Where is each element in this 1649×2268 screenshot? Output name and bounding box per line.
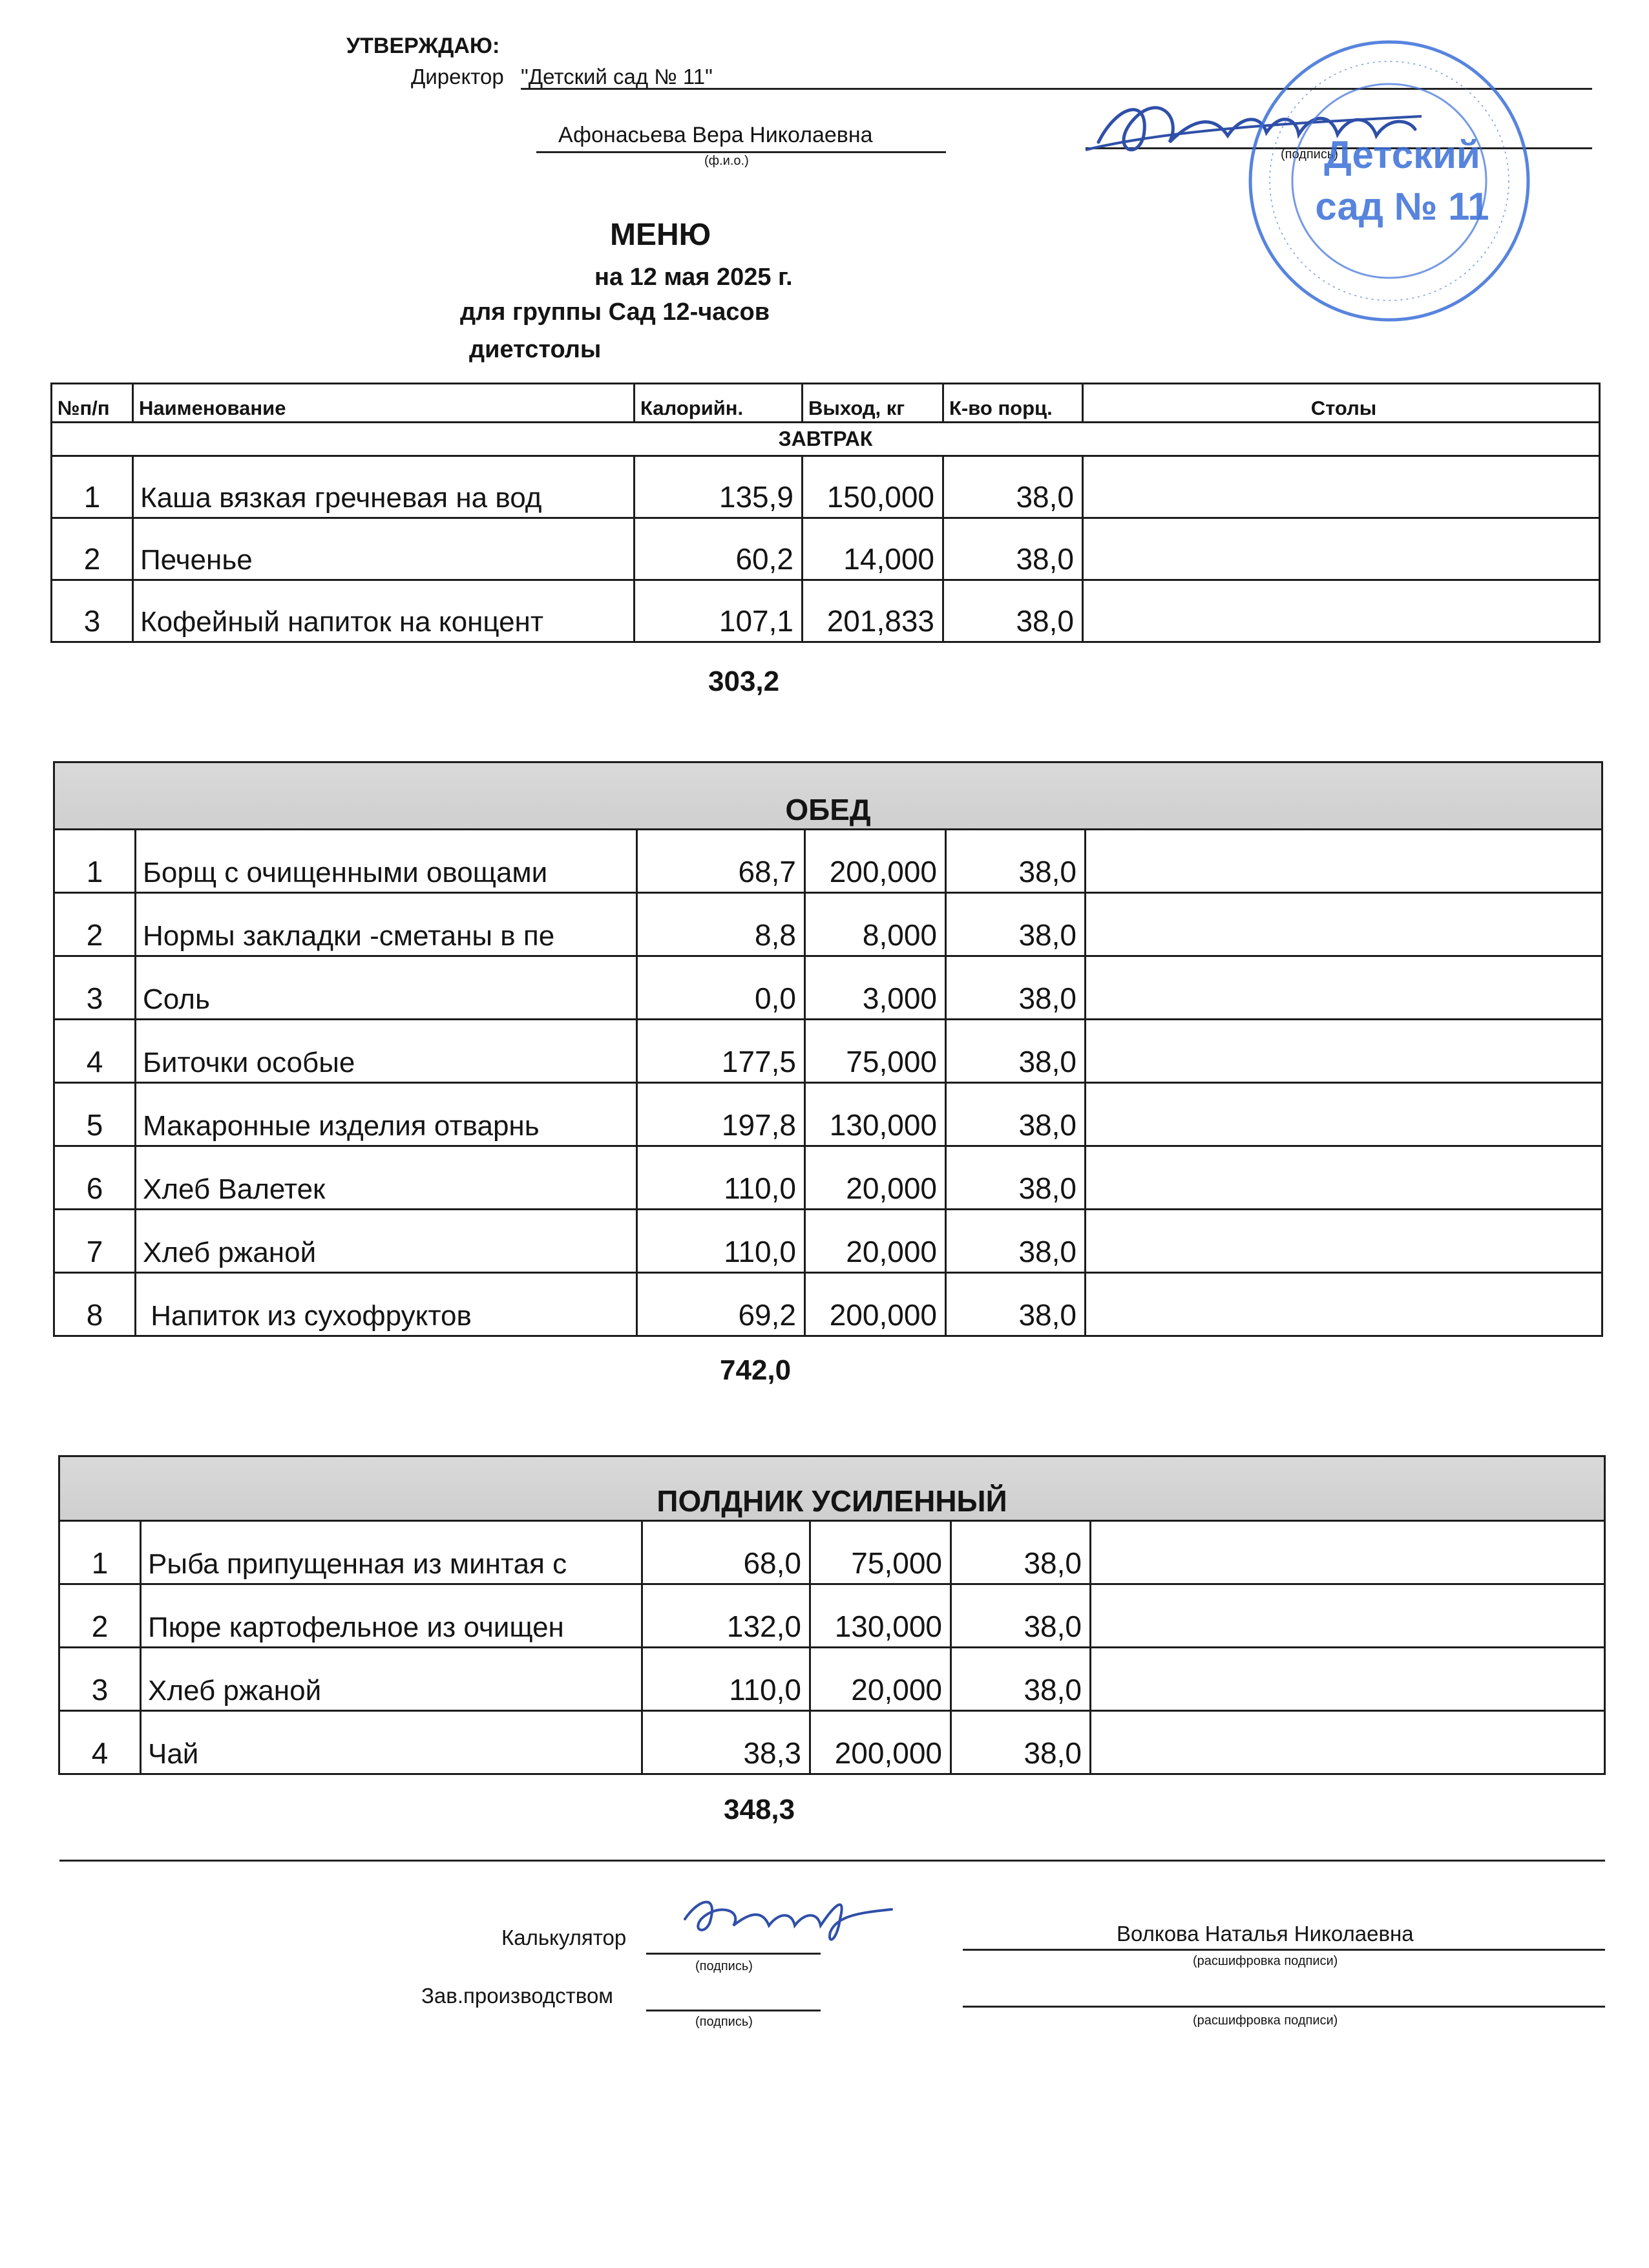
col-header-number: №п/п — [52, 384, 133, 423]
section-title-breakfast: ЗАВТРАК — [52, 423, 1600, 456]
dish-tables — [1083, 580, 1600, 642]
dish-portions: 38,0 — [946, 1210, 1086, 1273]
table-row — [54, 830, 1602, 893]
snack-table — [58, 1455, 1606, 1775]
table-row — [54, 956, 1602, 1020]
calculator-label: Калькулятор — [501, 1926, 627, 1949]
row-number: 8 — [54, 1273, 136, 1336]
dish-portions: 38,0 — [951, 1584, 1091, 1648]
dish-name: Напиток из сухофруктов — [136, 1273, 637, 1336]
approval-title: УТВЕРЖДАЮ: — [346, 34, 500, 58]
dish-yield: 8,000 — [805, 893, 946, 956]
dish-yield: 130,000 — [805, 1083, 946, 1146]
director-name: Афонасьева Вера Николаевна — [558, 123, 873, 147]
breakfast-table — [50, 383, 1601, 643]
director-name-underline — [536, 125, 946, 153]
menu-diet: диетстолы — [469, 336, 602, 363]
dish-yield: 150,000 — [803, 456, 943, 518]
dish-kcal: 132,0 — [642, 1584, 810, 1648]
dish-tables — [1091, 1711, 1605, 1774]
dish-yield: 20,000 — [805, 1210, 946, 1273]
dish-tables — [1086, 893, 1602, 956]
col-header-kcal: Калорийн. — [635, 384, 803, 423]
dish-tables — [1083, 456, 1600, 518]
dish-portions: 38,0 — [943, 456, 1083, 518]
row-number: 3 — [52, 580, 133, 642]
row-number: 7 — [54, 1210, 136, 1273]
col-header-tables: Столы — [1083, 384, 1600, 423]
dish-portions: 38,0 — [946, 830, 1086, 893]
dish-yield: 200,000 — [805, 830, 946, 893]
dish-name: Рыба припущенная из минтая с — [141, 1521, 642, 1584]
dish-tables — [1086, 1083, 1602, 1146]
dish-name: Макаронные изделия отварнь — [136, 1083, 637, 1146]
col-header-portions: К-во порц. — [943, 384, 1083, 423]
dish-kcal: 110,0 — [642, 1648, 810, 1711]
dish-kcal: 8,8 — [637, 893, 805, 956]
production-head-name-line — [963, 1986, 1605, 2008]
table-row — [52, 518, 1600, 580]
menu-title: МЕНЮ — [610, 218, 711, 252]
dish-kcal: 197,8 — [637, 1083, 805, 1146]
dish-name: Каша вязкая гречневая на вод — [133, 456, 635, 518]
dish-yield: 130,000 — [810, 1584, 951, 1648]
table-row — [54, 1146, 1602, 1210]
dish-name: Нормы закладки -сметаны в пе — [136, 893, 637, 956]
dish-name: Хлеб ржаной — [141, 1648, 642, 1711]
footer-divider — [59, 1860, 1605, 1862]
dish-portions: 38,0 — [946, 1146, 1086, 1210]
table-row — [54, 893, 1602, 956]
dish-tables — [1083, 518, 1600, 580]
dish-tables — [1086, 1210, 1602, 1273]
row-number: 2 — [52, 518, 133, 580]
dish-yield: 201,833 — [803, 580, 943, 642]
breakfast-total: 303,2 — [708, 666, 780, 697]
dish-portions: 38,0 — [951, 1648, 1091, 1711]
dish-yield: 75,000 — [805, 1020, 946, 1083]
production-head-decoding-hint: (расшифровка подписи) — [1193, 2013, 1338, 2028]
col-header-yield: Выход, кг — [803, 384, 943, 423]
row-number: 3 — [59, 1648, 141, 1711]
col-header-name: Наименование — [133, 384, 635, 423]
snack-total: 348,3 — [724, 1794, 795, 1825]
row-number: 6 — [54, 1146, 136, 1210]
dish-portions: 38,0 — [943, 518, 1083, 580]
dish-name: Хлеб ржаной — [136, 1210, 637, 1273]
dish-tables — [1091, 1648, 1605, 1711]
dish-yield: 3,000 — [805, 956, 946, 1020]
fio-hint: (ф.и.о.) — [704, 154, 749, 168]
table-header-row — [52, 384, 1600, 423]
menu-date: на 12 мая 2025 г. — [594, 264, 793, 291]
dish-yield: 75,000 — [810, 1521, 951, 1584]
dish-tables — [1086, 956, 1602, 1020]
dish-portions: 38,0 — [951, 1711, 1091, 1774]
row-number: 3 — [54, 956, 136, 1020]
dish-yield: 20,000 — [810, 1648, 951, 1711]
dish-yield: 14,000 — [803, 518, 943, 580]
dish-portions: 38,0 — [946, 1273, 1086, 1336]
table-row — [59, 1584, 1605, 1648]
table-row — [59, 1648, 1605, 1711]
row-number: 1 — [54, 830, 136, 893]
dish-name: Борщ с очищенными овощами — [136, 830, 637, 893]
dish-portions: 38,0 — [951, 1521, 1091, 1584]
dish-portions: 38,0 — [943, 580, 1083, 642]
row-number: 5 — [54, 1083, 136, 1146]
dish-kcal: 110,0 — [637, 1210, 805, 1273]
dish-name: Биточки особые — [136, 1020, 637, 1083]
dish-kcal: 38,3 — [642, 1711, 810, 1774]
dish-tables — [1086, 830, 1602, 893]
dish-tables — [1091, 1521, 1605, 1584]
row-number: 1 — [52, 456, 133, 518]
section-title-snack: ПОЛДНИК УСИЛЕННЫЙ — [59, 1456, 1605, 1521]
dish-name: Пюре картофельное из очищен — [141, 1584, 642, 1648]
table-row — [52, 580, 1600, 642]
table-row — [59, 1521, 1605, 1584]
dish-name: Чай — [141, 1711, 642, 1774]
dish-tables — [1091, 1584, 1605, 1648]
row-number: 1 — [59, 1521, 141, 1584]
dish-kcal: 60,2 — [635, 518, 803, 580]
row-number: 4 — [59, 1711, 141, 1774]
section-row — [52, 423, 1600, 456]
dish-kcal: 69,2 — [637, 1273, 805, 1336]
production-head-signature-hint: (подпись) — [695, 2015, 753, 2029]
row-number: 2 — [59, 1584, 141, 1648]
dish-kcal: 0,0 — [637, 956, 805, 1020]
table-row — [54, 1083, 1602, 1146]
dish-kcal: 68,7 — [637, 830, 805, 893]
dish-portions: 38,0 — [946, 1020, 1086, 1083]
section-row — [59, 1456, 1605, 1521]
dish-yield: 20,000 — [805, 1146, 946, 1210]
dish-name: Хлеб Валетек — [136, 1146, 637, 1210]
signature-hint: (подпись) — [1281, 147, 1338, 162]
dish-kcal: 107,1 — [635, 580, 803, 642]
stamp-text-main: Детский — [1324, 133, 1480, 176]
dish-kcal: 177,5 — [637, 1020, 805, 1083]
organization-stamp — [1241, 32, 1538, 330]
menu-group: для группы Сад 12-часов — [460, 299, 770, 326]
table-row — [54, 1273, 1602, 1336]
table-row — [52, 456, 1600, 518]
dish-tables — [1086, 1146, 1602, 1210]
row-number: 4 — [54, 1020, 136, 1083]
dish-kcal: 110,0 — [637, 1146, 805, 1210]
director-role: Директор — [411, 65, 504, 89]
dish-tables — [1086, 1020, 1602, 1083]
dish-kcal: 68,0 — [642, 1521, 810, 1584]
dish-name: Соль — [136, 956, 637, 1020]
table-row — [54, 1020, 1602, 1083]
dish-yield: 200,000 — [805, 1273, 946, 1336]
production-head-signature-line — [646, 1989, 821, 2011]
dish-portions: 38,0 — [946, 893, 1086, 956]
calculator-signature-hint: (подпись) — [695, 1959, 753, 1973]
lunch-total: 742,0 — [720, 1354, 792, 1386]
director-org: "Детский сад № 11" — [521, 65, 713, 89]
dish-name: Печенье — [133, 518, 635, 580]
dish-portions: 38,0 — [946, 1083, 1086, 1146]
dish-yield: 200,000 — [810, 1711, 951, 1774]
dish-name: Кофейный напиток на концент — [133, 580, 635, 642]
section-row — [54, 762, 1602, 830]
calculator-signature — [672, 1880, 905, 1951]
table-row — [54, 1210, 1602, 1273]
lunch-table — [53, 761, 1603, 1337]
calculator-decoding-hint: (расшифровка подписи) — [1193, 1954, 1338, 1968]
dish-portions: 38,0 — [946, 956, 1086, 1020]
dish-kcal: 135,9 — [635, 456, 803, 518]
table-row — [59, 1711, 1605, 1774]
calculator-name-line — [963, 1929, 1605, 1951]
dish-tables — [1086, 1273, 1602, 1336]
stamp-text-sub: сад № 11 — [1315, 185, 1489, 228]
production-head-label: Зав.производством — [421, 1984, 613, 2008]
row-number: 2 — [54, 893, 136, 956]
section-title-lunch: ОБЕД — [54, 762, 1602, 830]
calculator-name: Волкова Наталья Николаевна — [1117, 1922, 1414, 1946]
